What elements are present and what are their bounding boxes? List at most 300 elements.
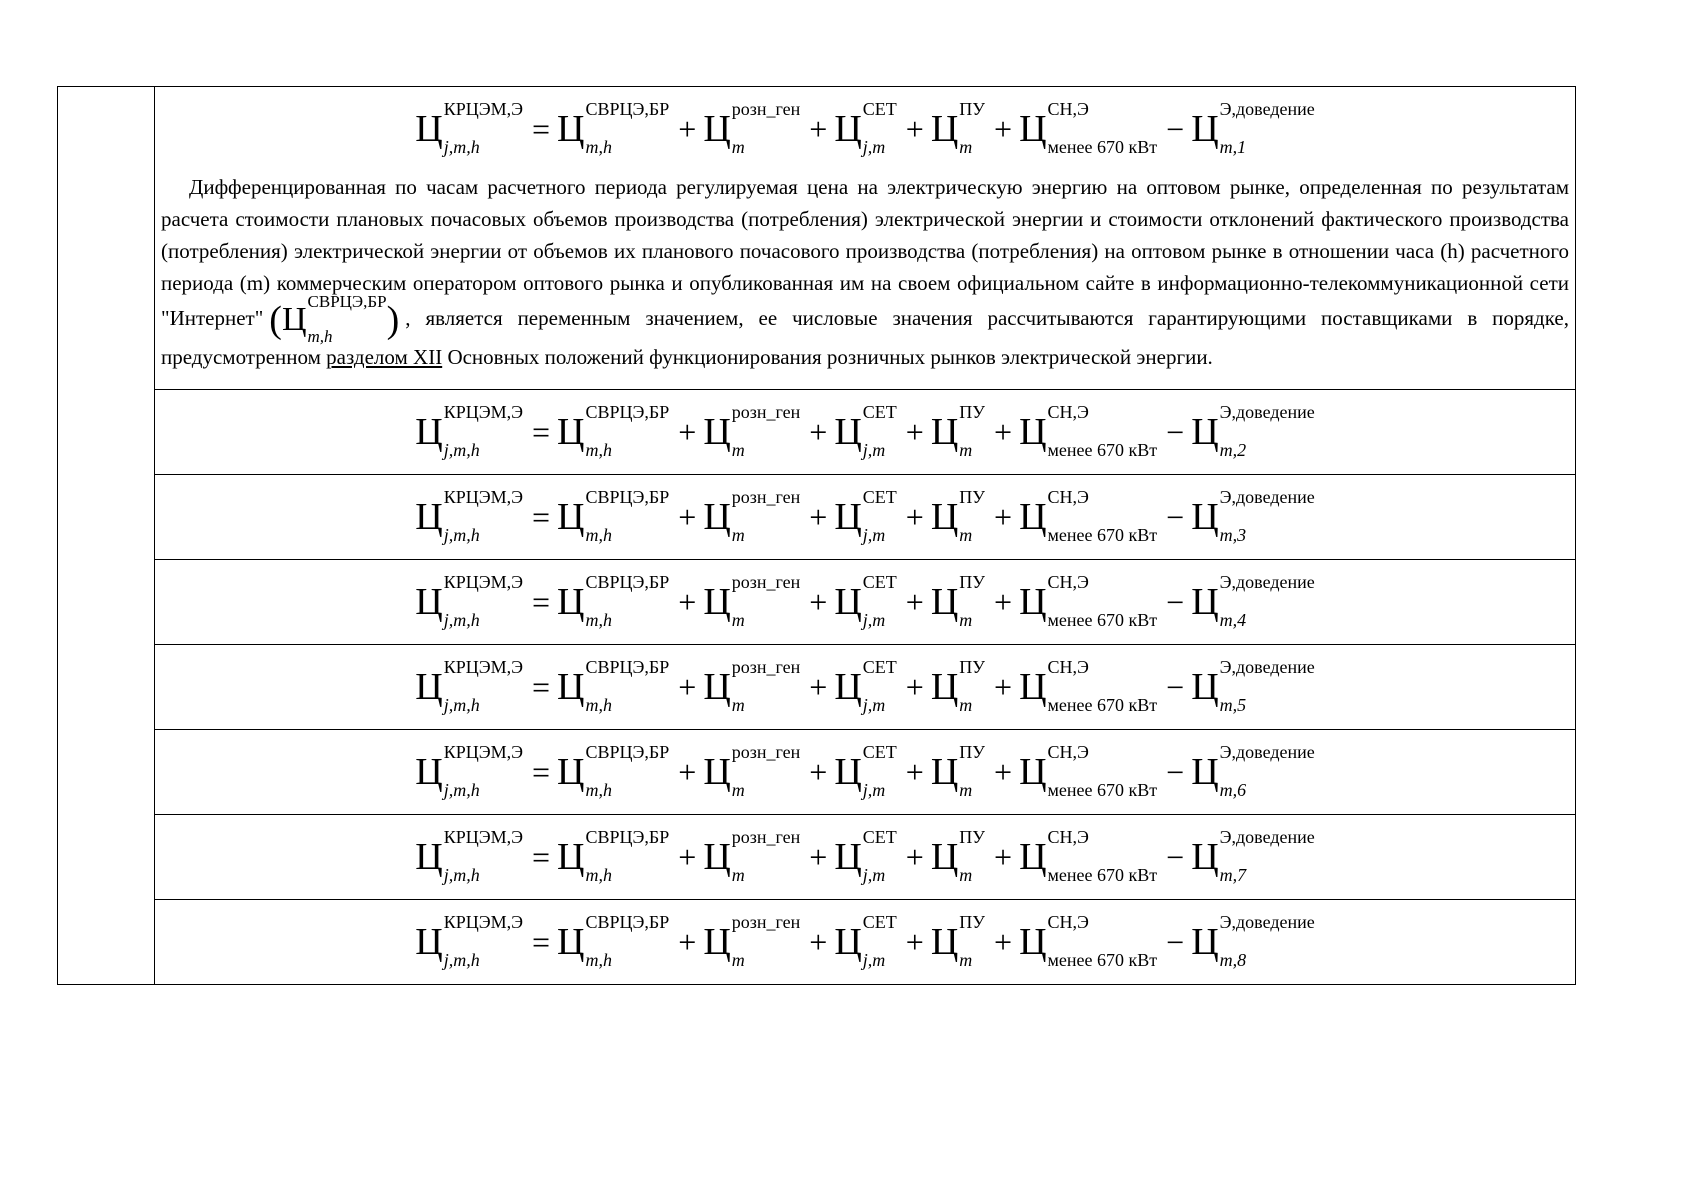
formula-term-scripts	[585, 487, 670, 545]
formula-cell-2	[155, 390, 1576, 475]
formula-term-scripts	[1219, 657, 1315, 715]
formula-term-sup: СН,Э	[1047, 99, 1089, 119]
formula-term-scripts	[959, 742, 986, 800]
formula-term-sup: КРЦЭМ,Э	[443, 487, 523, 507]
formula-term-sub: j,m,h	[443, 780, 480, 800]
inline-formula	[269, 292, 400, 346]
formula-term-sub: m,h	[585, 610, 612, 630]
formula-term-sup: СН,Э	[1047, 657, 1089, 677]
operator-sign: +	[809, 924, 828, 960]
formula-term-scripts	[1219, 827, 1315, 885]
formula-term-base: Ц	[703, 108, 731, 150]
table-row-1	[58, 87, 1576, 390]
operator-sign: +	[994, 499, 1013, 535]
formula-term-sup: СЕТ	[862, 742, 897, 762]
operator-sign: +	[994, 754, 1013, 790]
formula-term	[834, 572, 897, 630]
formula-term-sub: m,h	[585, 865, 612, 885]
formula-term-sub: m	[731, 780, 745, 800]
operator-sign: +	[905, 111, 924, 147]
formula-term-base: Ц	[834, 666, 862, 708]
equals-sign: =	[532, 839, 551, 875]
formula-term-base: Ц	[930, 108, 959, 150]
formula-expression	[415, 402, 1315, 460]
table-row-6	[58, 730, 1576, 815]
formula-term-base: Ц	[930, 836, 959, 878]
formula-term-sup: КРЦЭМ,Э	[443, 742, 523, 762]
document-table	[57, 86, 1576, 985]
formula-term-base: Ц	[415, 921, 443, 963]
formula-term-scripts	[1047, 572, 1158, 630]
formula-term-base: Ц	[415, 751, 443, 793]
formula-term	[557, 827, 670, 885]
formula-term	[1191, 912, 1315, 970]
formula-term-sup: СН,Э	[1047, 487, 1089, 507]
formula-term-sup: СН,Э	[1047, 827, 1089, 847]
formula-cell-5	[155, 645, 1576, 730]
formula-cell-1	[155, 87, 1576, 390]
formula-4	[155, 572, 1575, 630]
formula-term-sup: розн_ген	[731, 827, 801, 847]
formula-term-sub: m,8	[1219, 950, 1247, 970]
formula-term	[1191, 742, 1315, 800]
formula-term-sup: СВРЦЭ,БР	[585, 827, 670, 847]
operator-sign: +	[905, 669, 924, 705]
formula-2	[155, 402, 1575, 460]
formula-term	[1191, 827, 1315, 885]
formula-term	[930, 487, 986, 545]
operator-sign: +	[809, 754, 828, 790]
formula-term-base: Ц	[703, 666, 731, 708]
formula-term-base: Ц	[930, 751, 959, 793]
formula-term-sub: j,m	[862, 865, 886, 885]
formula-term-base: Ц	[557, 108, 585, 150]
formula-term	[415, 827, 523, 885]
formula-term-sub: менее 670 кВт	[1047, 865, 1158, 885]
formula-term-sup: Э,доведение	[1219, 827, 1315, 847]
formula-term-scripts	[1047, 99, 1158, 157]
formula-term-sup: КРЦЭМ,Э	[443, 912, 523, 932]
formula-term-base: Ц	[557, 496, 585, 538]
formula-term-sup: ПУ	[959, 99, 986, 119]
formula-term-scripts	[1047, 402, 1158, 460]
formula-term-sub: m	[731, 950, 745, 970]
operator-sign: +	[994, 839, 1013, 875]
formula-term-base: Ц	[834, 581, 862, 623]
formula-term-scripts	[862, 657, 897, 715]
formula-term-sup: ПУ	[959, 827, 986, 847]
formula-term-sub: менее 670 кВт	[1047, 137, 1158, 157]
formula-term-sub: m,1	[1219, 137, 1247, 157]
formula-term-base: Ц	[1191, 108, 1219, 150]
equals-sign: =	[532, 414, 551, 450]
formula-term	[930, 742, 986, 800]
formula-term-sup: СН,Э	[1047, 402, 1089, 422]
formula-term-sup: СН,Э	[1047, 742, 1089, 762]
formula-term-scripts	[1047, 657, 1158, 715]
formula-term	[1019, 827, 1158, 885]
formula-term-sub: m,h	[585, 440, 612, 460]
formula-term-scripts	[959, 827, 986, 885]
formula-term	[834, 657, 897, 715]
formula-term-sup: СВРЦЭ,БР	[585, 99, 670, 119]
formula-term-scripts	[585, 657, 670, 715]
formula-term-scripts	[585, 742, 670, 800]
formula-term-scripts	[959, 912, 986, 970]
formula-term	[1191, 402, 1315, 460]
operator-sign: +	[678, 414, 697, 450]
table-row-8	[58, 900, 1576, 985]
formula-term-base: Ц	[1191, 921, 1219, 963]
formula-term-base: Ц	[703, 581, 731, 623]
formula-term-scripts	[1047, 912, 1158, 970]
formula-term-sub: m	[959, 610, 973, 630]
formula-term-base: Ц	[1191, 836, 1219, 878]
formula-term	[834, 487, 897, 545]
operator-sign: +	[905, 499, 924, 535]
inline-formula-sub: m,h	[307, 327, 333, 346]
inline-formula-sup: СВРЦЭ,БР	[307, 292, 387, 311]
paragraph-text-before: Дифференцированная по часам расчетного периода регулируемая цена на электрическую энергию на оптовом рынке, определенная по результатам расчета стоимости плановых почасовых объемов производства (потребления) электрической энергии и стоимости отклонений фактического производства (потребления) электрической энергии от объемов их планового почасового производства (потребления) на оптовом рынке в отношении часа (h) расчетного периода (m) коммерческим оператором оптового рынка и опубликованная им на своем официальном сайте в информационно-телекоммуникационной сети "Интернет"	[161, 175, 1569, 330]
formula-term	[415, 742, 523, 800]
formula-term-sub: j,m,h	[443, 695, 480, 715]
formula-term-sub: m	[959, 525, 973, 545]
formula-expression	[415, 99, 1315, 157]
formula-term-sup: КРЦЭМ,Э	[443, 572, 523, 592]
operator-sign: +	[678, 499, 697, 535]
formula-term-scripts	[731, 912, 801, 970]
formula-term-base: Ц	[557, 751, 585, 793]
operator-sign: +	[994, 414, 1013, 450]
formula-term-sub: j,m,h	[443, 137, 480, 157]
formula-term-sub: m	[959, 865, 973, 885]
formula-term-scripts	[862, 487, 897, 545]
formula-term	[834, 912, 897, 970]
operator-sign: −	[1166, 839, 1185, 875]
formula-term	[1019, 572, 1158, 630]
formula-term-sup: СВРЦЭ,БР	[585, 572, 670, 592]
formula-term-scripts	[443, 402, 523, 460]
formula-term	[1191, 99, 1315, 157]
formula-term-base: Ц	[930, 581, 959, 623]
formula-term-sub: менее 670 кВт	[1047, 695, 1158, 715]
formula-term-base: Ц	[834, 921, 862, 963]
formula-term-sub: менее 670 кВт	[1047, 780, 1158, 800]
formula-term-sub: m	[959, 440, 973, 460]
formula-term-sub: j,m,h	[443, 950, 480, 970]
formula-term-sub: m	[731, 440, 745, 460]
operator-sign: +	[905, 754, 924, 790]
formula-term-scripts	[959, 487, 986, 545]
formula-term-sub: j,m	[862, 525, 886, 545]
formula-term-base: Ц	[834, 108, 862, 150]
formula-term-sub: j,m	[862, 610, 886, 630]
formula-term	[415, 402, 523, 460]
equals-sign: =	[532, 669, 551, 705]
formula-term	[1191, 487, 1315, 545]
formula-term	[703, 657, 801, 715]
operator-sign: +	[994, 111, 1013, 147]
formula-term-scripts	[959, 402, 986, 460]
formula-term-base: Ц	[1019, 836, 1047, 878]
formula-term-sub: m	[731, 865, 745, 885]
operator-sign: +	[994, 669, 1013, 705]
formula-term-sup: КРЦЭМ,Э	[443, 402, 523, 422]
formula-term	[557, 99, 670, 157]
formula-term-sub: m,6	[1219, 780, 1247, 800]
formula-term-sup: розн_ген	[731, 742, 801, 762]
formula-cell-8	[155, 900, 1576, 985]
formula-term-sup: СЕТ	[862, 402, 897, 422]
formula-term	[930, 827, 986, 885]
formula-term-base: Ц	[703, 921, 731, 963]
formula-term-sub: менее 670 кВт	[1047, 950, 1158, 970]
operator-sign: +	[678, 754, 697, 790]
formula-term-base: Ц	[930, 666, 959, 708]
formula-term	[415, 912, 523, 970]
formula-term-scripts	[862, 572, 897, 630]
formula-term-base: Ц	[415, 666, 443, 708]
operator-sign: +	[809, 499, 828, 535]
operator-sign: −	[1166, 669, 1185, 705]
formula-term-sup: розн_ген	[731, 657, 801, 677]
formula-term-scripts	[731, 99, 801, 157]
formula-expression	[415, 912, 1315, 970]
formula-term-scripts	[731, 572, 801, 630]
formula-term-sup: КРЦЭМ,Э	[443, 99, 523, 119]
formula-term-sup: СВРЦЭ,БР	[585, 912, 670, 932]
paragraph-text-after: Основных положений функционирования розничных рынков электрической энергии.	[447, 345, 1213, 369]
formula-term-base: Ц	[1019, 411, 1047, 453]
formula-term-sub: m,7	[1219, 865, 1247, 885]
formula-term-scripts	[443, 99, 523, 157]
formula-cell-4	[155, 560, 1576, 645]
formula-5	[155, 657, 1575, 715]
table-row-5	[58, 645, 1576, 730]
formula-expression	[415, 657, 1315, 715]
formula-term	[415, 657, 523, 715]
formula-term-sup: СВРЦЭ,БР	[585, 657, 670, 677]
left-column-cell	[58, 87, 155, 985]
formula-term-sub: j,m,h	[443, 525, 480, 545]
equals-sign: =	[532, 584, 551, 620]
table-row-3	[58, 475, 1576, 560]
formula-term-base: Ц	[930, 496, 959, 538]
section-link[interactable]: разделом XII	[326, 345, 443, 369]
formula-term-scripts	[731, 742, 801, 800]
formula-term-base: Ц	[1191, 411, 1219, 453]
formula-term-sup: ПУ	[959, 912, 986, 932]
formula-term-sup: ПУ	[959, 657, 986, 677]
formula-term-base: Ц	[703, 411, 731, 453]
formula-term-scripts	[862, 402, 897, 460]
operator-sign: +	[905, 414, 924, 450]
operator-sign: −	[1166, 924, 1185, 960]
formula-term-base: Ц	[1019, 496, 1047, 538]
formula-term-base: Ц	[834, 836, 862, 878]
equals-sign: =	[532, 499, 551, 535]
formula-term-sup: СЕТ	[862, 99, 897, 119]
formula-term-sub: m,h	[585, 525, 612, 545]
operator-sign: −	[1166, 754, 1185, 790]
formula-term	[703, 487, 801, 545]
formula-cell-3	[155, 475, 1576, 560]
formula-term-sup: КРЦЭМ,Э	[443, 657, 523, 677]
formula-term-sup: СВРЦЭ,БР	[585, 487, 670, 507]
operator-sign: +	[809, 111, 828, 147]
formula-term-scripts	[959, 99, 986, 157]
formula-term-base: Ц	[1019, 581, 1047, 623]
formula-term	[1019, 742, 1158, 800]
formula-term-scripts	[1219, 742, 1315, 800]
formula-cell-6	[155, 730, 1576, 815]
formula-1	[155, 93, 1575, 165]
formula-term-sup: Э,доведение	[1219, 912, 1315, 932]
operator-sign: −	[1166, 111, 1185, 147]
formula-term-scripts	[585, 572, 670, 630]
formula-term-sub: m,4	[1219, 610, 1247, 630]
formula-term-sup: СВРЦЭ,БР	[585, 742, 670, 762]
formula-term-scripts	[959, 657, 986, 715]
formula-term	[703, 912, 801, 970]
formula-term-sub: j,m	[862, 780, 886, 800]
formula-term	[1019, 402, 1158, 460]
description-paragraph	[155, 165, 1575, 383]
formula-term	[930, 572, 986, 630]
formula-term-sup: СЕТ	[862, 827, 897, 847]
operator-sign: +	[905, 839, 924, 875]
formula-term	[1191, 572, 1315, 630]
formula-term-sub: m,h	[585, 950, 612, 970]
formula-term	[1019, 912, 1158, 970]
formula-term-base: Ц	[1191, 581, 1219, 623]
formula-term-base: Ц	[930, 921, 959, 963]
table-row-4	[58, 560, 1576, 645]
formula-term-scripts	[585, 827, 670, 885]
operator-sign: +	[678, 584, 697, 620]
formula-term-sub: m	[959, 950, 973, 970]
formula-term-sub: j,m,h	[443, 610, 480, 630]
formula-term-base: Ц	[415, 836, 443, 878]
operator-sign: +	[678, 111, 697, 147]
formula-term-base: Ц	[1019, 108, 1047, 150]
formula-term-base: Ц	[415, 411, 443, 453]
formula-term	[415, 99, 523, 157]
formula-term-scripts	[862, 912, 897, 970]
formula-term	[557, 912, 670, 970]
formula-expression	[415, 572, 1315, 630]
formula-term-sub: m,2	[1219, 440, 1247, 460]
formula-term	[1019, 657, 1158, 715]
operator-sign: +	[905, 584, 924, 620]
formula-term-scripts	[731, 487, 801, 545]
formula-term-sup: Э,доведение	[1219, 572, 1315, 592]
operator-sign: +	[905, 924, 924, 960]
formula-term-sup: розн_ген	[731, 912, 801, 932]
formula-expression	[415, 487, 1315, 545]
formula-term-scripts	[1219, 99, 1315, 157]
formula-term-base: Ц	[703, 836, 731, 878]
formula-term-sub: m	[959, 695, 973, 715]
formula-term-sub: m	[959, 137, 973, 157]
formula-term-scripts	[443, 487, 523, 545]
formula-term	[557, 487, 670, 545]
formula-term-scripts	[1219, 402, 1315, 460]
formula-term-sup: ПУ	[959, 572, 986, 592]
formula-term-sup: ПУ	[959, 742, 986, 762]
operator-sign: −	[1166, 499, 1185, 535]
formula-term	[834, 827, 897, 885]
formula-7	[155, 827, 1575, 885]
formula-term-sub: j,m	[862, 137, 886, 157]
formula-term-scripts	[731, 657, 801, 715]
formula-term-scripts	[1219, 487, 1315, 545]
formula-term	[415, 487, 523, 545]
formula-term-sup: СЕТ	[862, 657, 897, 677]
formula-term-scripts	[443, 827, 523, 885]
formula-term-base: Ц	[930, 411, 959, 453]
formula-term-sub: j,m	[862, 440, 886, 460]
formula-6	[155, 742, 1575, 800]
table-row-2	[58, 390, 1576, 475]
formula-term-scripts	[959, 572, 986, 630]
open-paren: (	[269, 299, 282, 341]
formula-term-sub: m,5	[1219, 695, 1247, 715]
formula-term	[1019, 99, 1158, 157]
operator-sign: +	[809, 839, 828, 875]
table-body	[58, 87, 1576, 985]
operator-sign: +	[994, 584, 1013, 620]
operator-sign: −	[1166, 584, 1185, 620]
formula-term-base: Ц	[834, 411, 862, 453]
formula-term-base: Ц	[415, 496, 443, 538]
formula-term-sub: m	[731, 137, 745, 157]
formula-term-scripts	[585, 402, 670, 460]
operator-sign: +	[994, 924, 1013, 960]
formula-term	[703, 402, 801, 460]
formula-term-scripts	[585, 99, 670, 157]
formula-term-sub: m,h	[585, 780, 612, 800]
formula-term-scripts	[862, 99, 897, 157]
paragraph-text-middle: , является переменным значением, ее числовые значения рассчитываются гарантирующими поставщиками в порядке, предусмотренном	[161, 305, 1569, 369]
formula-term-sub: m,h	[585, 695, 612, 715]
formula-8	[155, 912, 1575, 970]
formula-term-scripts	[585, 912, 670, 970]
formula-term-sup: СН,Э	[1047, 572, 1089, 592]
formula-term	[703, 827, 801, 885]
formula-term-base: Ц	[1019, 751, 1047, 793]
formula-term	[415, 572, 523, 630]
formula-term-sub: j,m,h	[443, 440, 480, 460]
formula-term-base: Ц	[834, 496, 862, 538]
formula-term-scripts	[862, 742, 897, 800]
formula-term-sup: Э,доведение	[1219, 742, 1315, 762]
formula-term-base: Ц	[703, 751, 731, 793]
formula-term-sup: СЕТ	[862, 912, 897, 932]
formula-term-sup: ПУ	[959, 487, 986, 507]
formula-term-sup: розн_ген	[731, 487, 801, 507]
formula-term-sup: Э,доведение	[1219, 402, 1315, 422]
formula-term-base: Ц	[703, 496, 731, 538]
table-row-7	[58, 815, 1576, 900]
formula-term	[1019, 487, 1158, 545]
formula-term-sub: j,m	[862, 950, 886, 970]
formula-term	[703, 99, 801, 157]
formula-term	[930, 402, 986, 460]
formula-term-sup: Э,доведение	[1219, 657, 1315, 677]
formula-term-base: Ц	[415, 581, 443, 623]
close-paren: )	[386, 299, 400, 341]
